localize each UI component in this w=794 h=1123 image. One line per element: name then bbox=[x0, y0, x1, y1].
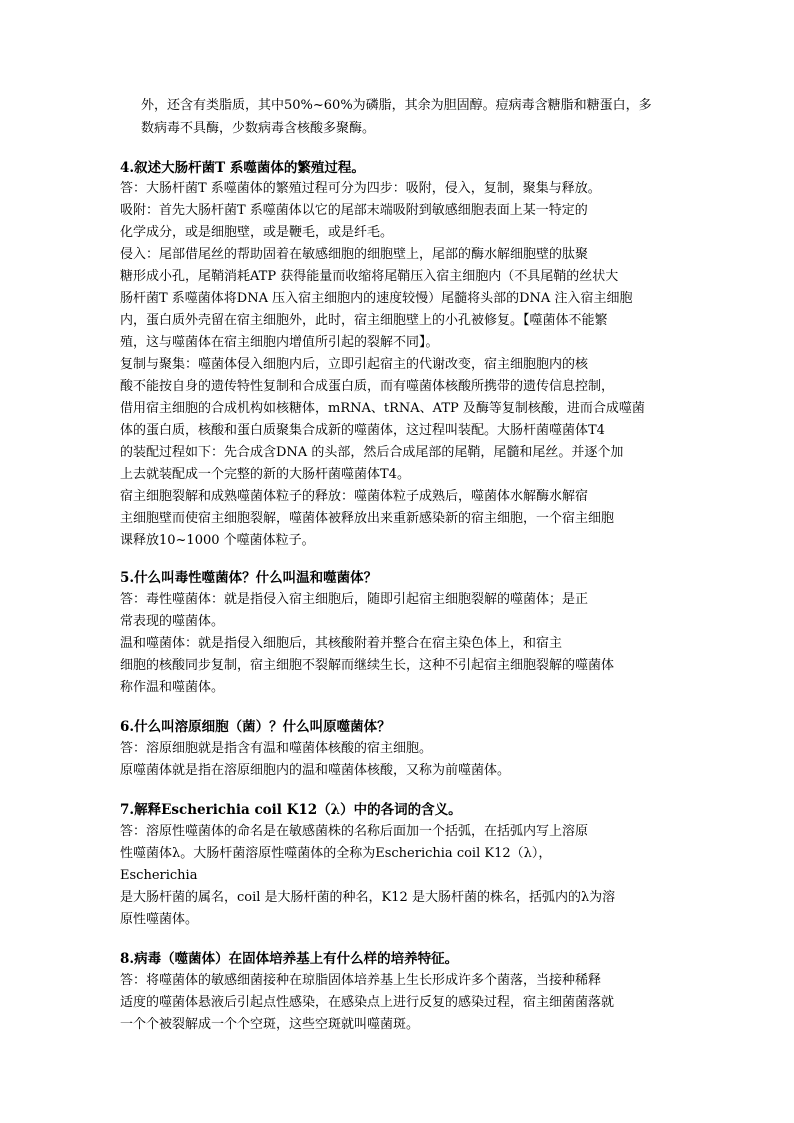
q8-line: 适度的噬菌体悬液后引起点性感染，在感染点上进行反复的感染过程，宿主细菌菌落就 bbox=[120, 995, 615, 1010]
q5-line: 答：毒性噬菌体：就是指侵入宿主细胞后，随即引起宿主细胞裂解的噬菌体；是正 bbox=[120, 592, 589, 607]
q6-line: 答：溶原细胞就是指含有温和噬菌体核酸的宿主细胞。 bbox=[120, 741, 433, 756]
q7-line: 性噬菌体λ。大肠杆菌溶原性噬菌体的全称为Escherichia coil K12（λ）， bbox=[120, 846, 552, 861]
question-6-title: 6.什么叫溶原细胞（菌）？什么叫原噬菌体？ bbox=[120, 719, 391, 735]
q4-line: 课释放10~1000 个噬菌体粒子。 bbox=[120, 533, 315, 548]
question-5-title: 5.什么叫毒性噬菌体？什么叫温和噬菌体？ bbox=[120, 570, 378, 586]
q5-line: 细胞的核酸同步复制，宿主细胞不裂解而继续生长，这种不引起宿主细胞裂解的噬菌体 bbox=[120, 658, 615, 673]
q4-line: 肠杆菌T 系噬菌体将DNA 压入宿主细胞内的速度较慢）尾髓将头部的DNA 注入宿主细胞 bbox=[120, 291, 633, 306]
question-4-title: 4.叙述大肠杆菌T 系噬菌体的繁殖过程。 bbox=[120, 160, 365, 176]
question-8-title: 8.病毒（噬菌体）在固体培养基上有什么样的培养特征。 bbox=[120, 951, 459, 967]
q4-line: 借用宿主细胞的合成机构如核糖体，mRNA、tRNA、ATP 及酶等复制核酸，进而合成噬菌 bbox=[120, 401, 645, 416]
q4-line: 侵入：尾部借尾丝的帮助固着在敏感细胞的细胞壁上，尾部的酶水解细胞壁的肽聚 bbox=[120, 247, 589, 262]
q4-line: 上去就装配成一个完整的新的大肠杆菌噬菌体T4。 bbox=[120, 467, 410, 482]
q4-line: 糖形成小孔，尾鞘消耗ATP 获得能量而收缩将尾鞘压入宿主细胞内（不具尾鞘的丝状大 bbox=[120, 269, 619, 284]
q4-line: 殖，这与噬菌体在宿主细胞内增值所引起的裂解不同】。 bbox=[120, 335, 439, 350]
q4-line: 宿主细胞裂解和成熟噬菌体粒子的释放：噬菌体粒子成熟后，噬菌体水解酶水解宿 bbox=[120, 489, 589, 504]
intro-line: 外，还含有类脂质，其中50%~60%为磷脂，其余为胆固醇。痘病毒含糖脂和糖蛋白，多 bbox=[141, 98, 652, 113]
q7-line: Escherichia bbox=[120, 868, 198, 883]
q4-line: 内，蛋白质外壳留在宿主细胞外，此时，宿主细胞壁上的小孔被修复。【噬菌体不能繁 bbox=[120, 313, 608, 328]
q7-line: 原性噬菌体。 bbox=[120, 912, 199, 927]
intro-line: 数病毒不具酶，少数病毒含核酸多聚酶。 bbox=[141, 121, 376, 136]
q4-line: 的装配过程如下：先合成含DNA 的头部，然后合成尾部的尾鞘，尾髓和尾丝。并逐个加 bbox=[120, 445, 624, 460]
q6-line: 原噬菌体就是指在溶原细胞内的温和噬菌体核酸，又称为前噬菌体。 bbox=[120, 763, 511, 778]
q5-line: 称作温和噬菌体。 bbox=[120, 680, 225, 695]
q4-line: 答：大肠杆菌T 系噬菌体的繁殖过程可分为四步：吸附，侵入，复制，聚集与释放。 bbox=[120, 181, 601, 196]
q8-line: 答：将噬菌体的敏感细菌接种在琼脂固体培养基上生长形成许多个菌落，当接种稀释 bbox=[120, 973, 602, 988]
q7-line: 答：溶原性噬菌体的命名是在敏感菌株的名称后面加一个括弧，在括弧内写上溶原 bbox=[120, 824, 589, 839]
q7-line: 是大肠杆菌的属名，coil 是大肠杆菌的种名，K12 是大肠杆菌的株名，括弧内的λ为溶 bbox=[120, 890, 616, 905]
q8-line: 一个个被裂解成一个个空斑，这些空斑就叫噬菌斑。 bbox=[120, 1017, 420, 1032]
q4-line: 酸不能按自身的遗传特性复制和合成蛋白质，而有噬菌体核酸所携带的遗传信息控制， bbox=[120, 379, 615, 394]
q4-line: 吸附：首先大肠杆菌T 系噬菌体以它的尾部末端吸附到敏感细胞表面上某一特定的 bbox=[120, 203, 588, 218]
q4-line: 化学成分，或是细胞壁，或是鞭毛，或是纤毛。 bbox=[120, 225, 394, 240]
q4-line: 体的蛋白质，核酸和蛋白质聚集合成新的噬菌体，这过程叫装配。大肠杆菌噬菌体T4 bbox=[120, 423, 605, 438]
question-7-title: 7.解释Escherichia coil K12（λ）中的各词的含义。 bbox=[120, 802, 462, 818]
q4-line: 主细胞壁而使宿主细胞裂解，噬菌体被释放出来重新感染新的宿主细胞，一个宿主细胞 bbox=[120, 511, 615, 526]
q5-line: 常表现的噬菌体。 bbox=[120, 614, 225, 629]
q4-line: 复制与聚集：噬菌体侵入细胞内后，立即引起宿主的代谢改变，宿主细胞胞内的核 bbox=[120, 357, 589, 372]
q5-line: 温和噬菌体：就是指侵入细胞后，其核酸附着并整合在宿主染色体上，和宿主 bbox=[120, 636, 563, 651]
